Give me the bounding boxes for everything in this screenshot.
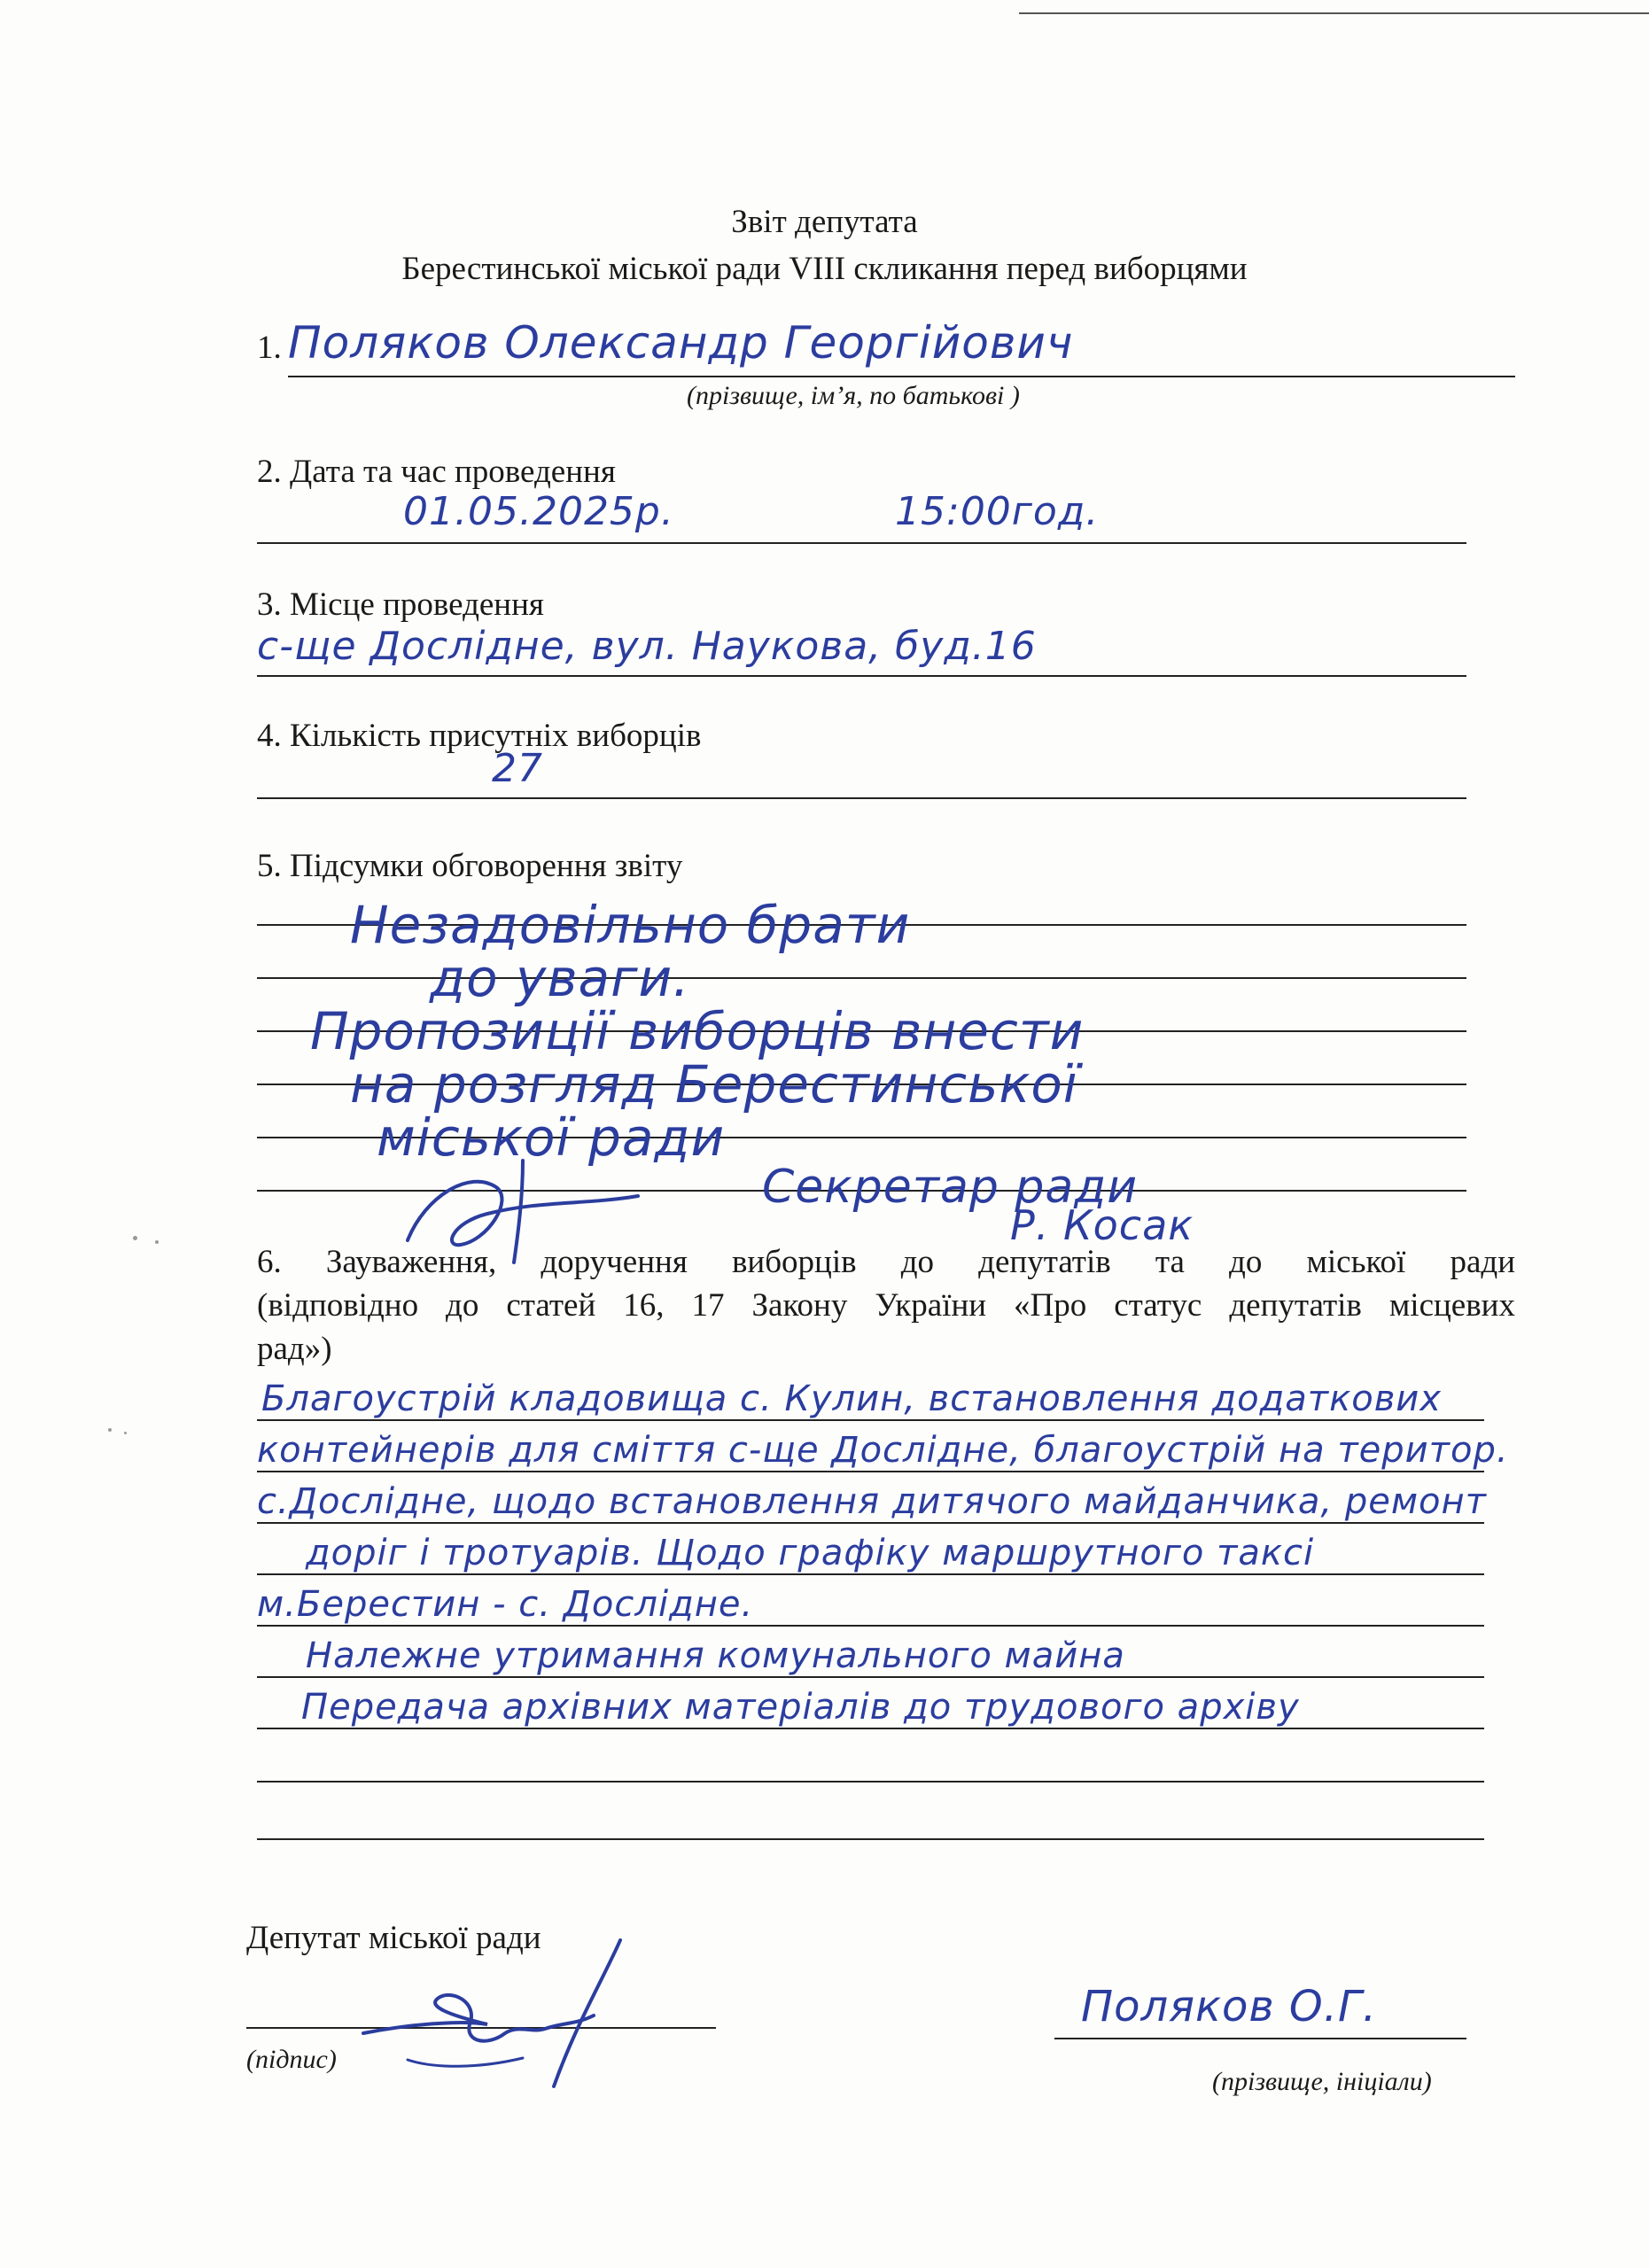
item4-count-handwritten: 27 (492, 746, 543, 791)
scan-speck (133, 1236, 137, 1240)
item6-handwritten-line: Передача архівних матеріалів до трудового архіву (301, 1687, 1300, 1728)
item1-fullname-handwritten: Поляков Олександр Георгійович (288, 317, 1074, 369)
signature-hint: (підпис) (246, 2045, 337, 2074)
item6-rule (257, 1838, 1484, 1840)
item6-handwritten-line: м.Берестин - с. Дослідне. (257, 1584, 754, 1625)
item6-handwritten-line: Належне утримання комунального майна (306, 1635, 1125, 1676)
item5-line: міської ради (377, 1107, 726, 1168)
item3-underline (257, 675, 1466, 677)
document-title: Звіт депутата (731, 204, 918, 240)
item2-label: 2. Дата та час проведення (257, 454, 616, 490)
name-underline (1054, 2038, 1466, 2039)
item5-line: до уваги. (430, 948, 690, 1008)
scan-speck (124, 1432, 127, 1434)
item5-line: на розгляд Берестинської (350, 1054, 1078, 1115)
item5-line: Незадовільно брати (350, 895, 911, 955)
item1-number: 1. (257, 330, 282, 366)
scan-edge-line (1019, 12, 1649, 14)
deputy-name-handwritten: Поляков О.Г. (1081, 1982, 1377, 2031)
name-hint: (прізвище, ініціали) (1212, 2067, 1432, 2096)
item2-date-handwritten: 01.05.2025р. (403, 489, 674, 534)
item3-place-handwritten: с-ще Дослідне, вул. Наукова, буд.16 (257, 624, 1037, 669)
item6-text-line: (відповідно до статей 16, 17 Закону України «Про статус депутатів місцевих (257, 1287, 1515, 1324)
item6-text-line: рад») (257, 1331, 332, 1367)
item6-handwritten-line: контейнерів для сміття с-ще Дослідне, благоустрій на територ. (257, 1430, 1509, 1471)
item5-line: Пропозиції виборців внести (310, 1001, 1085, 1061)
deputy-label: Депутат міської ради (246, 1920, 541, 1956)
item6-text-line: 6. Зауваження, доручення виборців до депутатів та до міської ради (257, 1244, 1515, 1280)
item5-secretary-name: Р. Косак (1010, 1201, 1194, 1249)
item6-handwritten-line: доріг і тротуарів. Щодо графіку маршрутного таксі (306, 1533, 1315, 1573)
scan-speck (155, 1240, 159, 1244)
document-subtitle: Берестинської міської ради VIII скликання перед виборцями (401, 251, 1248, 287)
item2-underline (257, 542, 1466, 544)
item4-underline (257, 797, 1466, 799)
deputy-signature-scribble (354, 1936, 656, 2095)
item6-rule (257, 1781, 1484, 1783)
item2-time-handwritten: 15:00год. (895, 489, 1100, 534)
item1-underline (288, 376, 1515, 377)
item5-secretary-line: Секретар ради (762, 1161, 1139, 1214)
item3-label: 3. Місце проведення (257, 586, 544, 623)
item6-handwritten-line: с.Дослідне, щодо встановлення дитячого майданчика, ремонт (257, 1481, 1487, 1522)
item6-handwritten-line: Благоустрій кладовища с. Кулин, встановлення додаткових (261, 1379, 1442, 1419)
scan-speck (108, 1428, 112, 1432)
item5-label: 5. Підсумки обговорення звіту (257, 848, 683, 884)
item1-hint: (прізвище, ім’я, по батькові ) (687, 381, 1020, 410)
item4-label: 4. Кількість присутніх виборців (257, 718, 702, 754)
